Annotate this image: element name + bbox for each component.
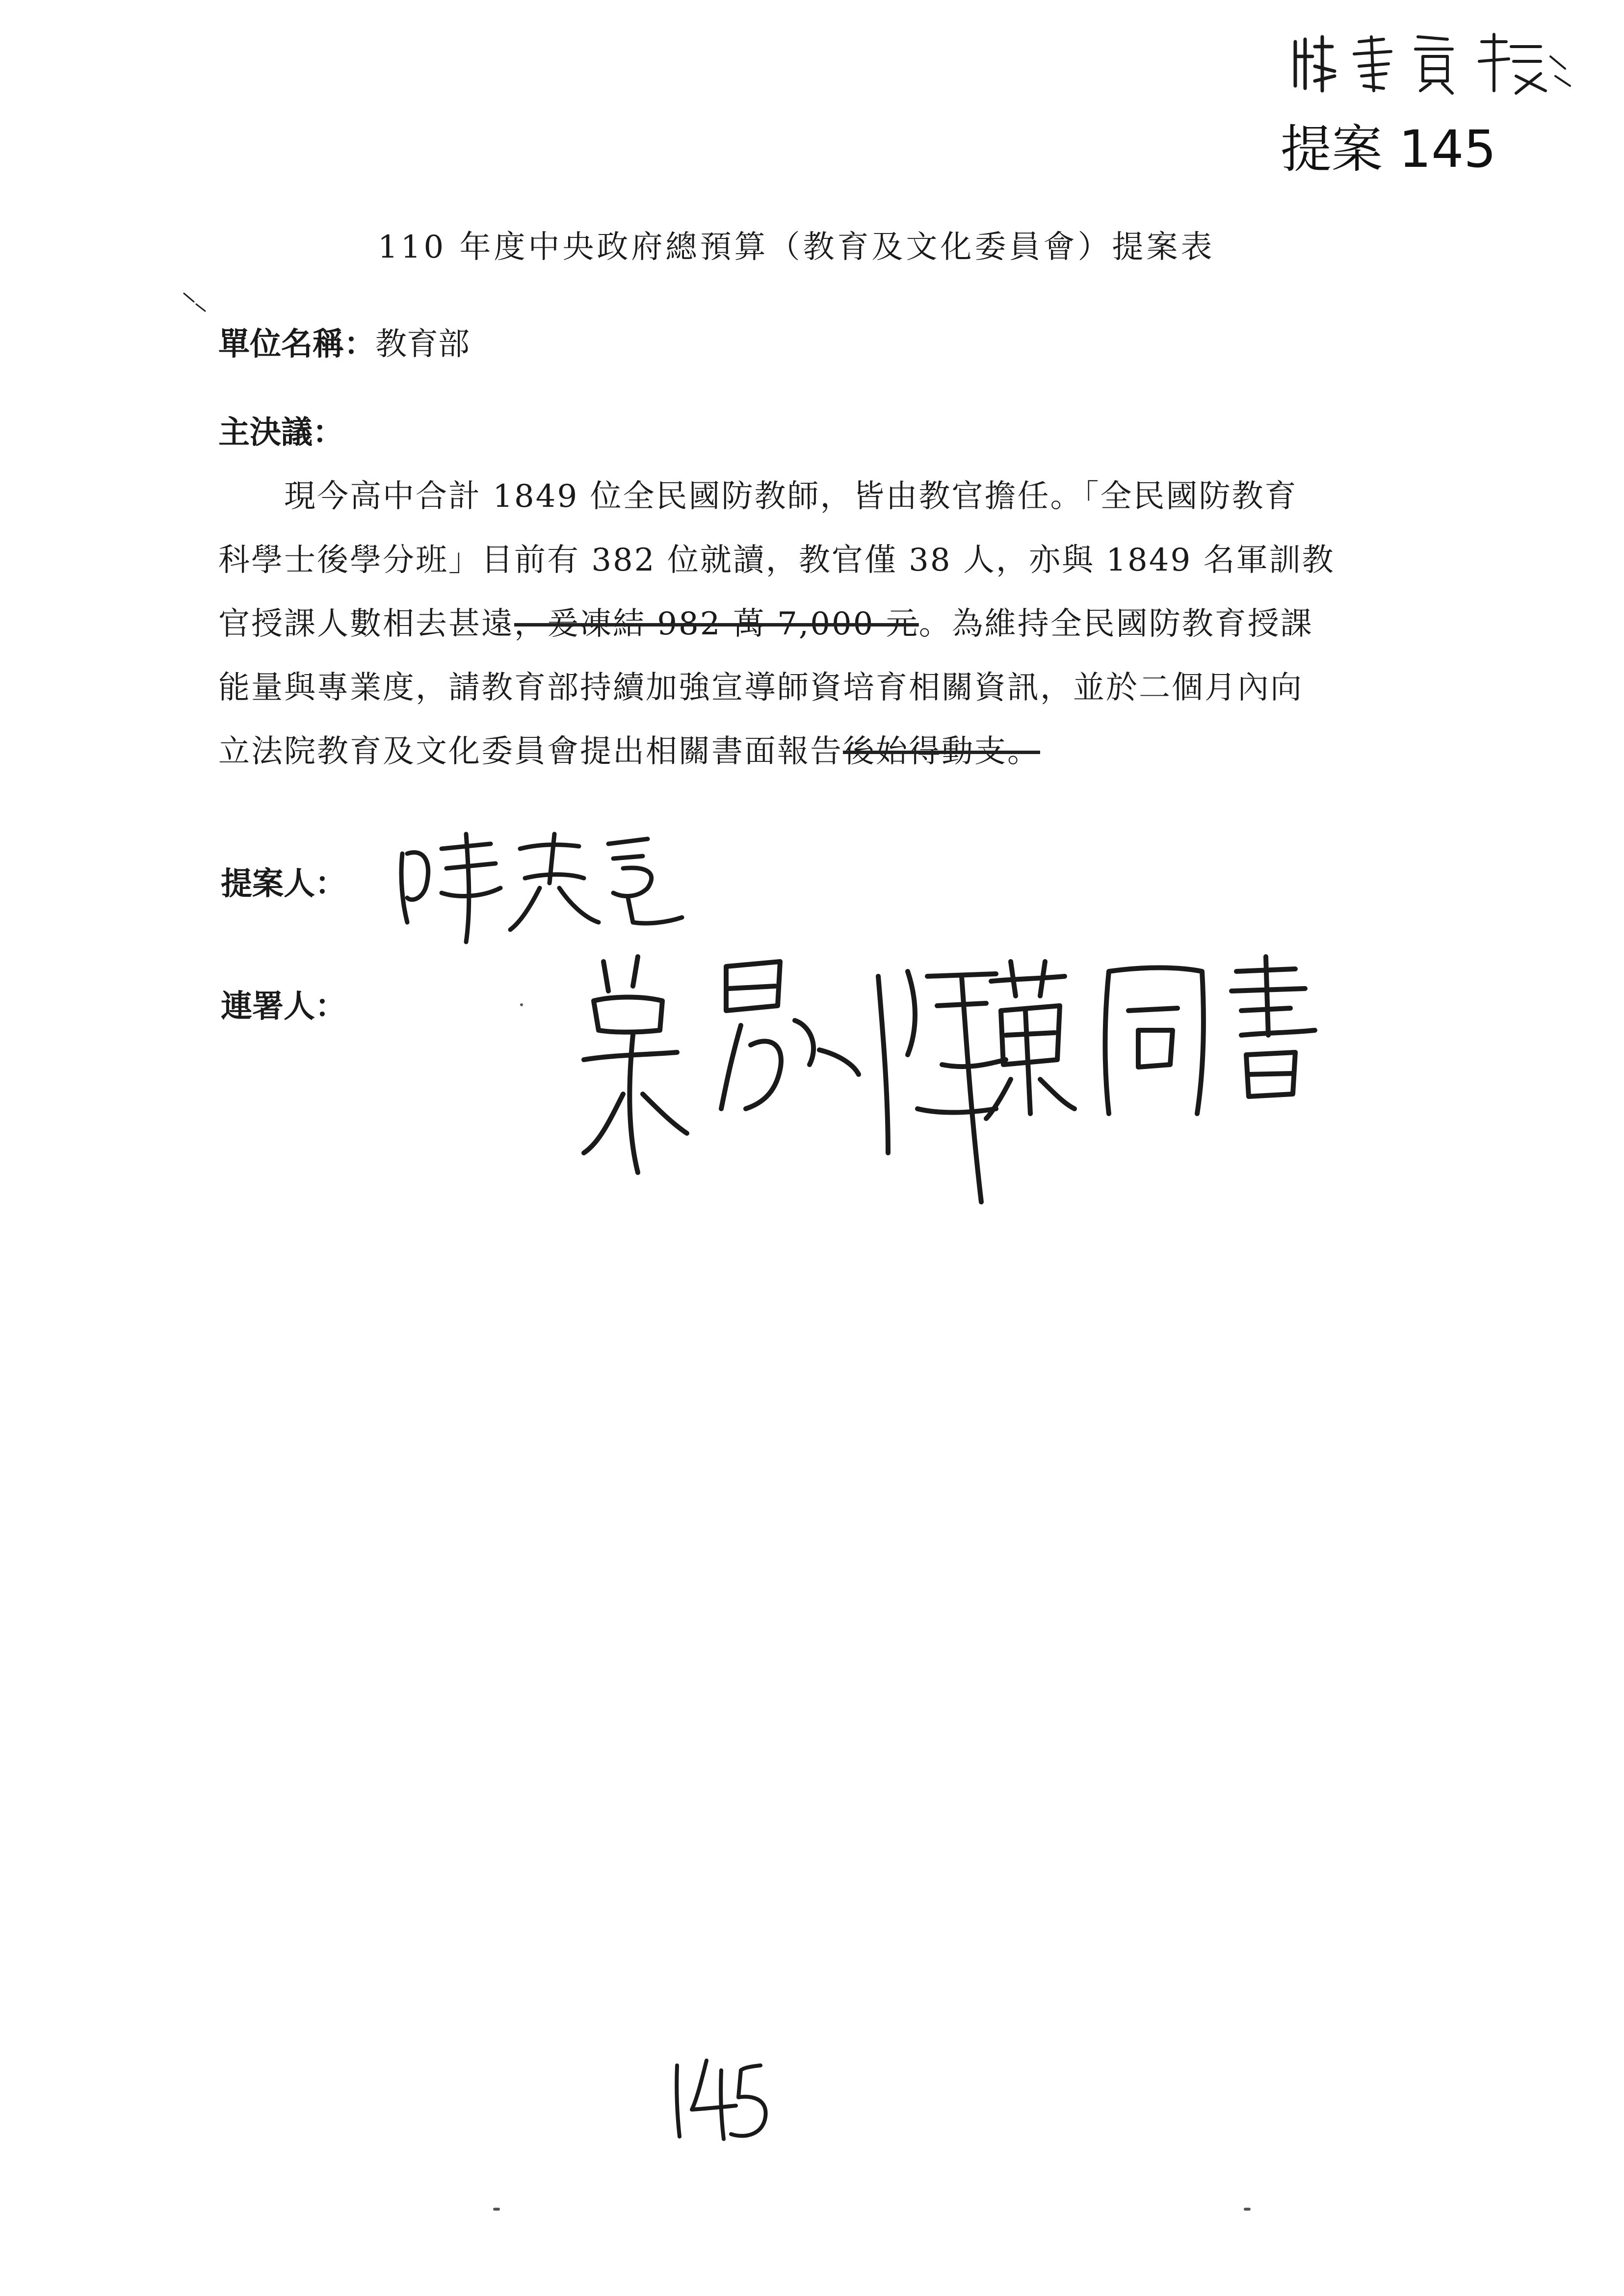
scan-speck: [520, 1003, 523, 1006]
proposer-label: 提案人：: [221, 865, 346, 902]
scan-speck: [493, 2208, 500, 2211]
resolution-line-5: [218, 726, 1040, 771]
legislator-stamp: [1285, 27, 1580, 101]
cosigner-label: 連署人：: [221, 988, 346, 1025]
resolution-line-3: [218, 599, 1313, 644]
resolution-line-2: 科學士後學分班」目前有 382 位就讀，教官僅 38 人，亦與 1849 名軍訓教: [218, 542, 1335, 578]
unit-label: 單位名稱：: [218, 326, 375, 363]
cosigner-signature-2: [981, 952, 1325, 1138]
unit-field: [218, 319, 470, 364]
resolution-line-3-tail: 。為維持全民國防教育授課: [918, 606, 1313, 642]
struck-release-clause: 後始得動支。: [843, 733, 1040, 770]
resolution-label: 主決議：: [218, 414, 344, 451]
scan-mark: [182, 289, 211, 314]
resolution-line-5-text: 立法院教育及文化委員會提出相關書面報告: [218, 733, 843, 770]
proposal-number: 提案 145: [1281, 119, 1496, 179]
unit-value: 教育部: [375, 326, 470, 363]
scan-speck: [1244, 2208, 1251, 2211]
proposer-signature: [393, 824, 687, 952]
resolution-line-1: 現今高中合計 1849 位全民國防教師，皆由教官擔任。「全民國防教育: [218, 478, 1298, 515]
handwritten-page-number: [662, 2051, 775, 2144]
resolution-line-4: 能量與專業度，請教育部持續加強宣導師資培育相關資訊，並於二個月內向: [218, 670, 1303, 706]
struck-freeze-clause: ，爰凍結 982 萬 7,000 元: [514, 606, 919, 642]
resolution-line-3-text: 官授課人數相去甚遠: [218, 606, 514, 642]
document-title: 110 年度中央政府總預算（教育及文化委員會）提案表: [378, 229, 1215, 265]
